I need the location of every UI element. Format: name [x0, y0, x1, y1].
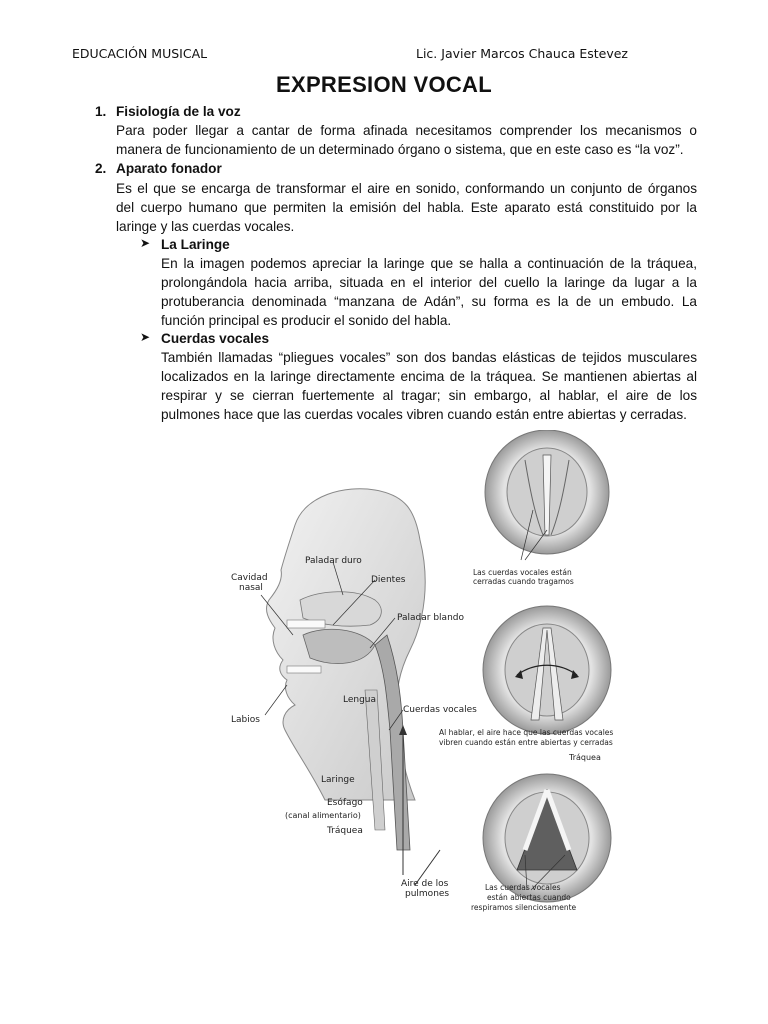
paragraph-line: del cuerpo humano que permiten la emisión del habla. Este aparato está constituido por la	[116, 200, 697, 215]
caption-open-line-2: están abiertas cuando	[487, 893, 571, 902]
label-cavidad: Cavidad	[231, 573, 268, 583]
label-aire: Aire de los	[401, 879, 449, 889]
section-number: 2.	[95, 161, 107, 176]
label-esofago: Esófago	[327, 798, 363, 808]
paragraph-line: manera de funcionamiento de un determinado órgano o sistema, que en este caso es “la voz”.	[116, 142, 684, 157]
section-heading: Fisiología de la voz	[116, 104, 241, 119]
label-canal: (canal alimentario)	[285, 811, 361, 820]
page-title: EXPRESION VOCAL	[276, 72, 492, 97]
caption-closed-line-1: Las cuerdas vocales están	[473, 568, 572, 577]
vocal-folds-closed-inset	[485, 430, 609, 554]
label-cuerdas-vocales: Cuerdas vocales	[403, 705, 477, 715]
header-right: Lic. Javier Marcos Chauca Estevez	[416, 46, 628, 61]
arrow-bullet-icon: ➤	[140, 236, 151, 250]
pointer-line	[265, 685, 287, 715]
label-traquea: Tráquea	[327, 826, 363, 836]
lower-teeth	[287, 666, 321, 673]
paragraph-line: pulmones hace que las cuerdas vocales vibren cuando están entre abiertas y cerradas.	[161, 407, 687, 422]
paragraph-line: protuberancia denominada “manzana de Adán”, su forma es la de un embudo. La	[161, 294, 697, 309]
label-traquea-inset: Tráquea	[569, 753, 601, 762]
label-laringe: Laringe	[321, 775, 355, 785]
paragraph-line: Es el que se encarga de transformar el aire en sonido, conformando un conjunto de órganos	[116, 181, 697, 196]
label-nasal: nasal	[239, 583, 263, 593]
arrow-bullet-icon: ➤	[140, 330, 151, 344]
vocal-anatomy-illustration	[225, 430, 630, 920]
upper-teeth	[287, 620, 325, 628]
caption-open-line-1: Las cuerdas vocales	[485, 883, 561, 892]
caption-vibrating-line-2: vibren cuando están entre abiertas y cerradas	[439, 738, 613, 747]
bullet-heading: Cuerdas vocales	[161, 331, 270, 346]
paragraph-line: laringe y las cuerdas vocales.	[116, 219, 295, 234]
label-labios: Labios	[231, 715, 260, 725]
paragraph-line: localizados en la laringe directamente encima de la tráquea. Se mantienen abiertas al	[161, 369, 697, 384]
paragraph-line: respirar y se cierran fuertemente al tragar; sin embargo, al hablar, el aire de los	[161, 388, 697, 403]
header-left: EDUCACIÓN MUSICAL	[72, 46, 208, 61]
label-paladar-duro: Paladar duro	[305, 556, 362, 566]
section-number: 1.	[95, 104, 107, 119]
caption-closed-line-2: cerradas cuando tragamos	[473, 577, 574, 586]
label-lengua: Lengua	[343, 695, 377, 705]
paragraph-line: En la imagen podemos apreciar la laringe que se halla a continuación de la tráquea,	[161, 256, 697, 271]
paragraph-line: prolongándola hacia arriba, situada en el interior del cuello la laringe da lugar a la	[161, 275, 697, 290]
paragraph-line: función principal es producir el sonido del habla.	[161, 313, 452, 328]
label-dientes: Dientes	[371, 575, 406, 585]
paragraph-line: También llamadas “pliegues vocales” son dos bandas elásticas de tejidos musculares	[161, 350, 697, 365]
section-heading: Aparato fonador	[116, 161, 222, 176]
vocal-folds-vibrating-inset	[483, 606, 611, 734]
label-pulmones: pulmones	[405, 889, 450, 899]
paragraph-line: Para poder llegar a cantar de forma afinada necesitamos comprender los mecanismos o	[116, 123, 697, 138]
caption-vibrating-line-1: Al hablar, el aire hace que las cuerdas vocales	[439, 728, 614, 737]
bullet-heading: La Laringe	[161, 237, 230, 252]
label-paladar-blando: Paladar blando	[397, 613, 464, 623]
caption-open-line-3: respiramos silenciosamente	[471, 903, 577, 912]
